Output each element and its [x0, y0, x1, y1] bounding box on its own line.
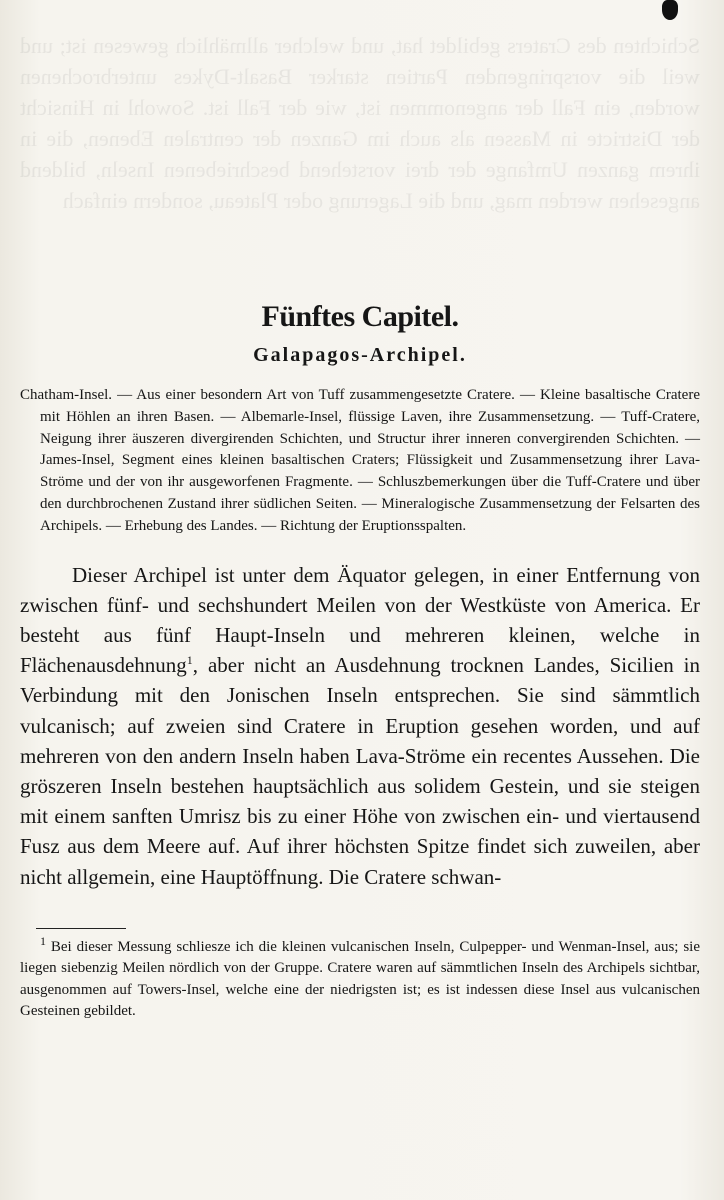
show-through-text: Schichten des Craters gebildet hat, und welcher allmählich gewesen ist; und weil die vorspringenden Partien starker Basalt-Dykes unterbrochenen worden, ein Fall der angenommen ist, wie der Fall ist. Sowohl in Hinsicht der Districte in Massen als auch im Ganzen der centralen Ebenen, die in ihrem ganzen Umfange der drei vorstehend beschriebenen Inseln, bildend angesehen werden mag, und die Lagerung oder Plateau, sondern einfach: [20, 33, 700, 213]
chapter-title: Fünftes Capitel.: [261, 300, 459, 333]
body-paragraph: [20, 560, 700, 892]
footnote-divider: [36, 928, 126, 929]
chapter-subtitle: Galapagos-Archipel.: [253, 344, 467, 366]
page-content: [20, 300, 700, 1023]
body-text-part-2: , aber nicht an Ausdehnung trocknen Landes, Sicilien in Verbindung mit den Jonischen Inseln entsprechen. Sie sind sämmtlich vulcanisch; auf zweien sind Cratere in Eruption gesehen worden, und auf mehreren von den andern Inseln haben Lava-Ströme ein recentes Aussehen. Die gröszeren Inseln bestehen hauptsächlich aus solidem Gestein, und sie steigen mit einem sanften Umrisz bis zu einer Höhe von zwischen ein- und viertausend Fusz aus dem Meere auf. Auf ihrer höchsten Spitze findet sich zuweilen, aber nicht allgemein, eine Hauptöffnung. Die Cratere schwan-: [20, 653, 700, 889]
footnote-marker: 1: [40, 933, 46, 948]
chapter-summary: Chatham-Insel. — Aus einer besondern Art von Tuff zusammengesetzte Cratere. — Kleine basaltische Cratere mit Höhlen an ihren Basen. — Albemarle-Insel, flüssige Laven, ihre Zusammensetzung. — Tuff-Cratere, Neigung ihrer äuszeren divergirenden Schichten, und Structur ihrer inneren convergirenden Schichten. — James-Insel, Segment eines kleinen basaltischen Craters; Flüssigkeit und Zusammensetzung ihrer Lava-Ströme und der von ihr ausgeworfenen Fragmente. — Schluszbemerkungen über die Tuff-Cratere und über den durchbrochenen Zustand ihrer südlichen Seiten. — Mineralogische Zusammensetzung der Felsarten des Archipels. — Erhebung des Landes. — Richtung der Eruptionsspalten.: [20, 387, 700, 534]
footnote: [20, 933, 700, 1023]
body-text-part-1: Dieser Archipel ist unter dem Äquator gelegen, in einer Entfernung von zwischen fünf- und sechshundert Meilen von der Westküste von America. Er besteht aus fünf Haupt-Inseln und mehreren kleinen, welche in Flächenausdehnung: [20, 562, 700, 678]
footnote-reference[interactable]: 1: [186, 653, 193, 668]
ink-blot: [662, 0, 678, 20]
footnote-text: Bei dieser Messung schliesze ich die kleinen vulcanischen Inseln, Culpepper- und Wenman-Insel, aus; sie liegen siebenzig Meilen nördlich von der Gruppe. Cratere waren auf sämmtlichen Inseln des Archipels sichtbar, ausgenommen auf Towers-Insel, welche eine der niedrigsten ist; es ist indessen diese Insel aus vulcanischen Gesteinen gebildet.: [20, 938, 700, 1020]
